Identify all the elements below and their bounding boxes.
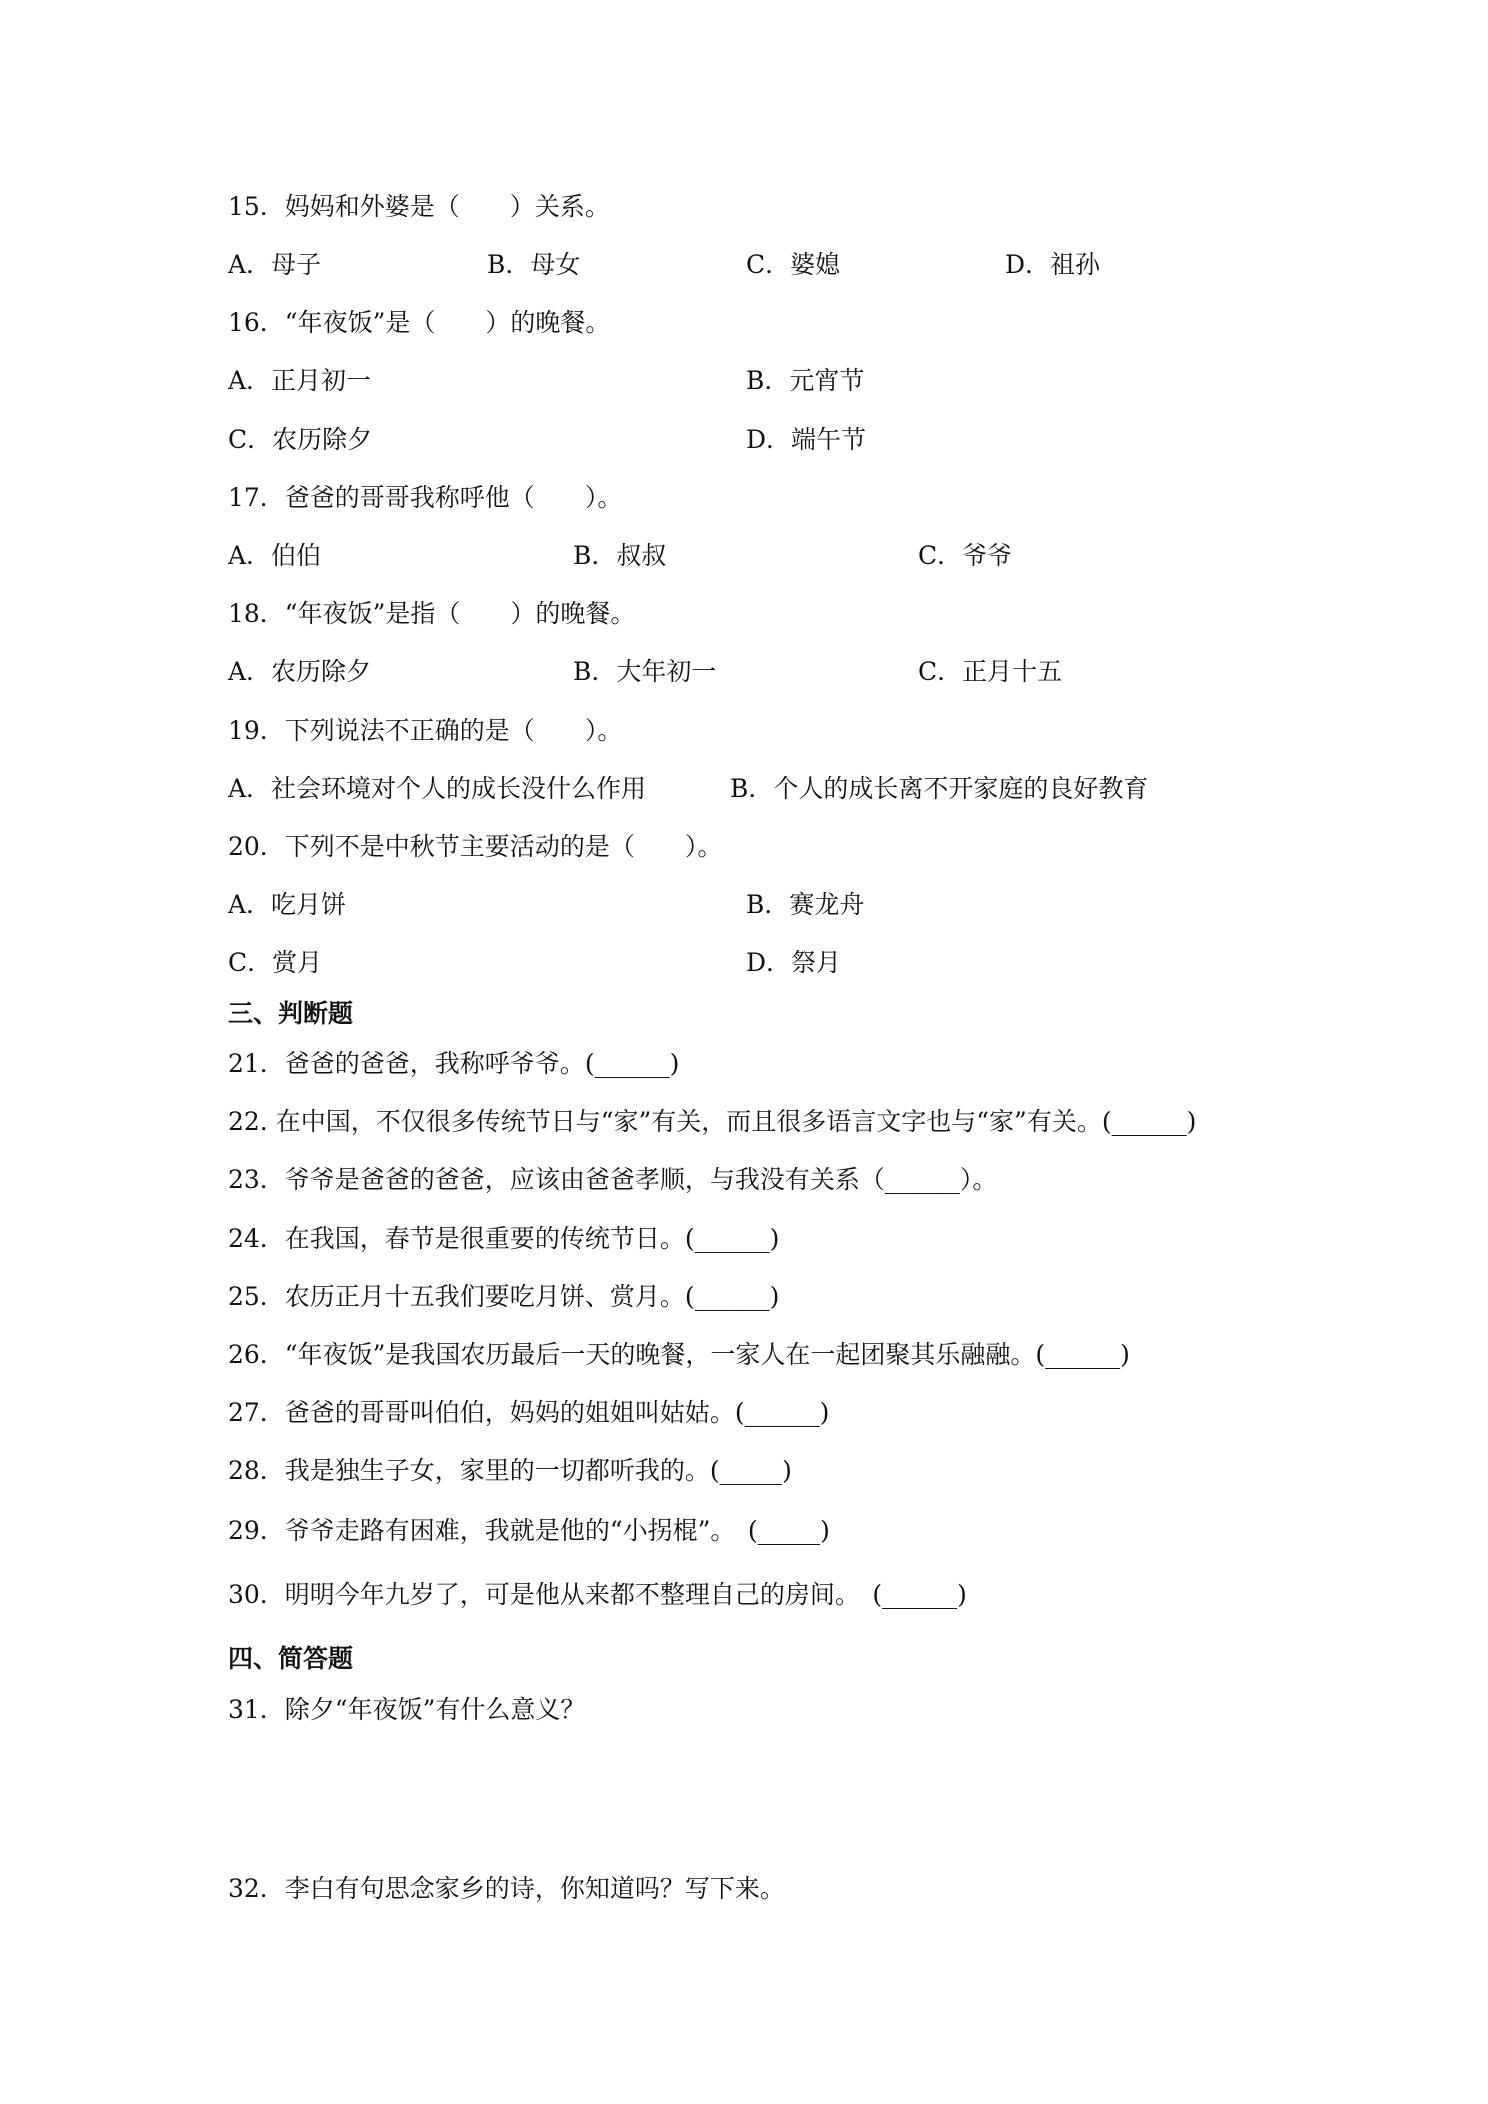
question-16-option-b[interactable]: B．元宵节 <box>746 366 865 395</box>
section-heading-short-answer: 四、简答题 <box>228 1644 354 1673</box>
question-20-option-b[interactable]: B．赛龙舟 <box>746 890 865 919</box>
question-15-option-b[interactable]: B．母女 <box>487 250 581 279</box>
tf-item-30: 30．明明今年九岁了，可是他从来都不整理自己的房间。 (______) <box>228 1580 967 1609</box>
tf-item-29: 29．爷爷走路有困难，我就是他的“小拐棍”。 (_____) <box>228 1516 830 1545</box>
question-15-option-a[interactable]: A．母子 <box>228 250 322 279</box>
question-16-option-a[interactable]: A．正月初一 <box>228 366 372 395</box>
section-heading-true-false: 三、判断题 <box>228 999 354 1028</box>
tf-item-23: 23．爷爷是爸爸的爸爸，应该由爸爸孝顺，与我没有关系（______）。 <box>228 1165 998 1194</box>
question-16-option-d[interactable]: D．端午节 <box>746 425 867 454</box>
question-17-option-a[interactable]: A．伯伯 <box>228 541 322 570</box>
question-15-option-c[interactable]: C．婆媳 <box>746 250 841 279</box>
question-20-option-c[interactable]: C．赏月 <box>228 948 323 977</box>
question-20-option-d[interactable]: D．祭月 <box>746 948 842 977</box>
question-18-option-a[interactable]: A．农历除夕 <box>228 657 372 686</box>
tf-item-22: 22. 在中国，不仅很多传统节日与“家”有关，而且很多语言文字也与“家”有关。(______) <box>228 1107 1197 1136</box>
question-20-option-a[interactable]: A．吃月饼 <box>228 890 347 919</box>
short-answer-31: 31．除夕“年夜饭”有什么意义？ <box>228 1695 586 1724</box>
question-16-stem: 16．“年夜饭”是（ ）的晚餐。 <box>228 308 611 337</box>
tf-item-26: 26．“年夜饭”是我国农历最后一天的晚餐，一家人在一起团聚其乐融融。(______) <box>228 1340 1130 1369</box>
short-answer-32: 32．李白有句思念家乡的诗，你知道吗？写下来。 <box>228 1874 785 1903</box>
question-19-stem: 19．下列说法不正确的是（ ）。 <box>228 716 623 745</box>
tf-item-25: 25．农历正月十五我们要吃月饼、赏月。(______) <box>228 1282 780 1311</box>
question-15-option-d[interactable]: D．祖孙 <box>1005 250 1101 279</box>
tf-item-27: 27．爸爸的哥哥叫伯伯，妈妈的姐姐叫姑姑。(______) <box>228 1398 830 1427</box>
question-18-option-c[interactable]: C．正月十五 <box>918 657 1063 686</box>
question-16-option-c[interactable]: C．农历除夕 <box>228 425 373 454</box>
question-17-option-c[interactable]: C．爷爷 <box>918 541 1013 570</box>
question-19-option-a[interactable]: A．社会环境对个人的成长没什么作用 <box>228 774 647 803</box>
question-20-stem: 20．下列不是中秋节主要活动的是（ ）。 <box>228 832 723 861</box>
tf-item-21: 21．爸爸的爸爸，我称呼爷爷。(______) <box>228 1049 680 1078</box>
tf-item-24: 24．在我国，春节是很重要的传统节日。(______) <box>228 1224 780 1253</box>
tf-item-28: 28．我是独生子女，家里的一切都听我的。(_____) <box>228 1456 792 1485</box>
question-17-option-b[interactable]: B．叔叔 <box>573 541 667 570</box>
question-17-stem: 17．爸爸的哥哥我称呼他（ ）。 <box>228 483 623 512</box>
question-18-stem: 18．“年夜饭”是指（ ）的晚餐。 <box>228 599 636 628</box>
question-15-stem: 15．妈妈和外婆是（ ）关系。 <box>228 192 610 221</box>
question-19-option-b[interactable]: B．个人的成长离不开家庭的良好教育 <box>730 774 1149 803</box>
question-18-option-b[interactable]: B．大年初一 <box>573 657 717 686</box>
